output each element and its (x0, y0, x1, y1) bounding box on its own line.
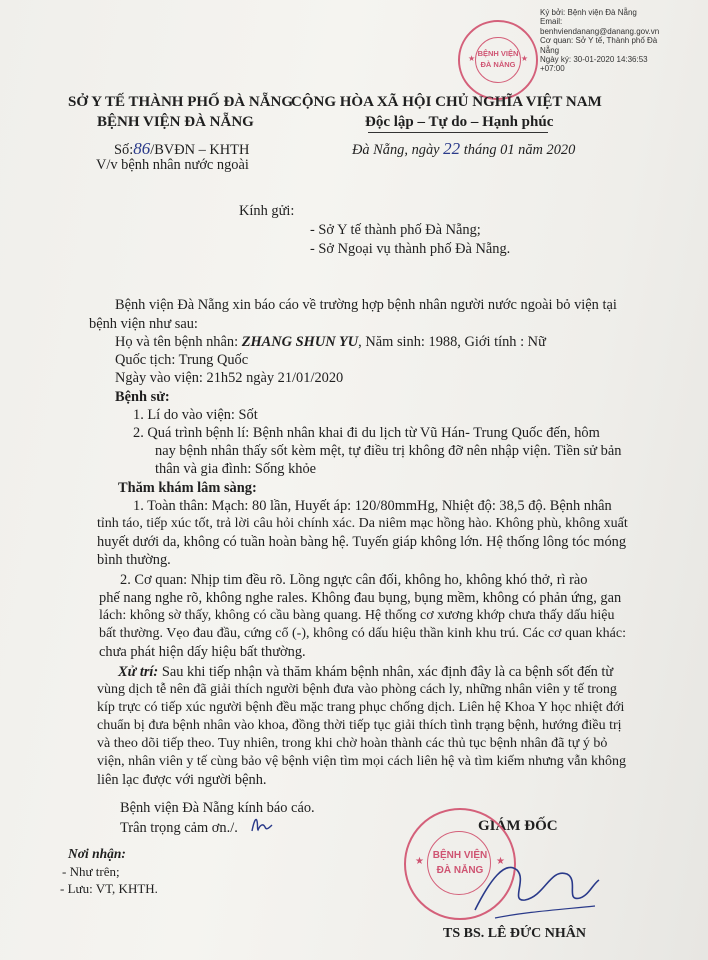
patient-info (115, 334, 546, 351)
action-line-7: liên lạc được với người bệnh. (97, 772, 267, 788)
stamp-star-icon: ★ (468, 54, 476, 63)
exam-1d: bình thường. (97, 552, 171, 568)
patient-rest: , Năm sinh: 1988, Giới tính : Nữ (358, 334, 546, 350)
closing-line-1: Bệnh viện Đà Nẵng kính báo cáo. (120, 800, 315, 816)
exam-2b: phế nang nghe rõ, không nghe rales. Không đau bụng, bụng mềm, không có phản ứng, gan (99, 590, 622, 606)
document-number (114, 139, 249, 159)
exam-2d: bất thường. Vẹo đau đầu, cứng cổ (-), không có dấu hiệu thần kinh khu trú. Các cơ quan khác: (99, 626, 626, 641)
history-title: Bệnh sử: (115, 389, 170, 405)
action-line-5: và theo dõi tiếp theo. Tuy nhiên, trong khi chờ hoàn thành các thủ tục bệnh nhân đã tự ý bỏ (97, 736, 608, 751)
signature-email-label: Email: (540, 17, 563, 27)
exam-1a: 1. Toàn thân: Mạch: 80 lần, Huyết áp: 120/80mmHg, Nhiệt độ: 38,5 độ. Bệnh nhân (133, 498, 612, 514)
exam-2c: lách: không sờ thấy, không có cầu bàng quang. Hệ thống cơ xương khớp chưa thấy dấu hiệu (99, 608, 615, 623)
recipient-2: - Sở Ngoại vụ thành phố Đà Nẵng. (310, 241, 511, 257)
signature-date: Ngày ký: 30-01-2020 14:36:53 (540, 55, 648, 65)
date-suffix: tháng 01 năm 2020 (463, 142, 576, 158)
receivers-title: Nơi nhận: (68, 846, 126, 861)
exam-1b: tỉnh táo, tiếp xúc tốt, trả lời câu hỏi chính xác. Da niêm mạc hồng hào. Không phù, không xuất (97, 516, 628, 531)
recipient-1: - Sở Y tế thành phố Đà Nẵng; (310, 222, 481, 238)
signature-agency-cont: Nẵng (540, 45, 560, 55)
stamp-star-icon: ★ (496, 856, 505, 867)
stamp-star-icon: ★ (415, 856, 424, 867)
director-title: GIÁM ĐỐC (478, 818, 558, 834)
hospital-stamp-small (458, 20, 538, 100)
action-line-1 (118, 664, 613, 681)
motto-underline (368, 132, 548, 133)
patient-label: Họ và tên bệnh nhân: (115, 334, 239, 350)
handwritten-initial (248, 815, 278, 835)
date-day-handwritten: 22 (443, 139, 461, 158)
exam-2a: 2. Cơ quan: Nhịp tim đều rõ. Lồng ngực cân đối, không ho, không khó thở, rì rào (120, 572, 588, 588)
stamp-large-line2: ĐÀ NẴNG (436, 865, 484, 876)
exam-1c: huyết dưới da, không có tuần hoàn bàng hệ. Tuyến giáp không lớn. Hệ thống lông tóc móng (97, 534, 627, 550)
date-prefix: Đà Nẵng, ngày (352, 142, 440, 158)
signature-signer: Ký bởi: Bệnh viện Đà Nẵng (540, 8, 637, 17)
intro-line-1: Bệnh viện Đà Nẵng xin báo cáo về trường hợp bệnh nhân người nước ngoài bỏ viện tại (115, 297, 617, 313)
exam-2e: chưa phát hiện dấy hiệu bất thường. (99, 644, 306, 660)
greeting: Kính gửi: (239, 203, 295, 219)
nationality: Quốc tịch: Trung Quốc (115, 352, 249, 368)
action-line-6: viện, nhân viên y tế cùng bảo vệ bệnh viện tìm mọi cách liên hệ và tìm kiếm nhưng vẫn không (97, 754, 626, 769)
action-line-2: vùng dịch tễ nên đã giải thích người bệnh đưa vào phòng cách ly, những nhân viên y tế trong (97, 682, 617, 697)
history-item-2c: thân và gia đình: Sống khỏe (155, 461, 317, 477)
action-title: Xử trí: (118, 664, 159, 680)
national-motto: Độc lập – Tự do – Hạnh phúc (365, 114, 554, 130)
admission-time: Ngày vào viện: 21h52 ngày 21/01/2020 (115, 370, 344, 386)
director-signature (455, 840, 605, 930)
country-name: CỘNG HÒA XÃ HỘI CHỦ NGHĨA VIỆT NAM (291, 94, 602, 110)
stamp-small-line2: ĐÀ NẴNG (480, 60, 516, 69)
document-subject: V/v bệnh nhân nước ngoài (96, 157, 249, 173)
action-text-1: Sau khi tiếp nhận và thăm khám bệnh nhân, xác định đây là ca bệnh sốt đến từ (161, 664, 614, 680)
signer-name: TS BS. LÊ ĐỨC NHÂN (443, 926, 587, 941)
stamp-small-line1: BỆNH VIỆN (477, 49, 519, 58)
history-item-1: 1. Lí do vào viện: Sốt (133, 407, 258, 423)
signature-agency: Cơ quan: Sở Y tế, Thành phố Đà (540, 36, 658, 46)
stamp-star-icon: ★ (520, 54, 528, 63)
receiver-1: - Như trên; (62, 864, 120, 879)
signature-email: benhviendanang@danang.gov.vn (540, 26, 660, 36)
number-suffix: /BVĐN – KHTH (150, 142, 250, 158)
action-line-4: chuẩn bị đưa bệnh nhân vào khoa, đồng thời tiếp tục giải thích tình trạng bệnh, hướng điều trị (97, 718, 622, 733)
intro-line-2: bệnh viện như sau: (89, 316, 198, 332)
receiver-2: - Lưu: VT, KHTH. (60, 881, 158, 896)
number-handwritten: 86 (133, 139, 151, 158)
digital-signature-info (540, 8, 659, 74)
action-line-3: kíp trực có tiếp xúc người bệnh đều mặc trang phục chống dịch. Liên hệ Khoa Y học nhiệt đới (97, 700, 625, 715)
history-item-2a: 2. Quá trình bệnh lí: Bệnh nhân khai đi du lịch từ Vũ Hán- Trung Quốc đến, hôm (133, 425, 600, 441)
hospital-name: BỆNH VIỆN ĐÀ NẴNG (97, 114, 254, 130)
exam-title: Thăm khám lâm sàng: (118, 480, 257, 496)
department-name: SỞ Y TẾ THÀNH PHỐ ĐÀ NẴNG (68, 94, 294, 110)
document-date (352, 139, 575, 159)
stamp-large-line1: BỆNH VIỆN (432, 850, 488, 861)
closing-line-2: Trân trọng cảm ơn./. (120, 820, 238, 836)
number-prefix: Số: (114, 142, 134, 158)
patient-name: ZHANG SHUN YU (241, 334, 359, 350)
signature-timezone: +07:00 (540, 64, 565, 74)
history-item-2b: nay bệnh nhân thấy sốt kèm mệt, tự điều trị không đỡ nên nhập viện. Tiền sử bản (155, 443, 622, 459)
